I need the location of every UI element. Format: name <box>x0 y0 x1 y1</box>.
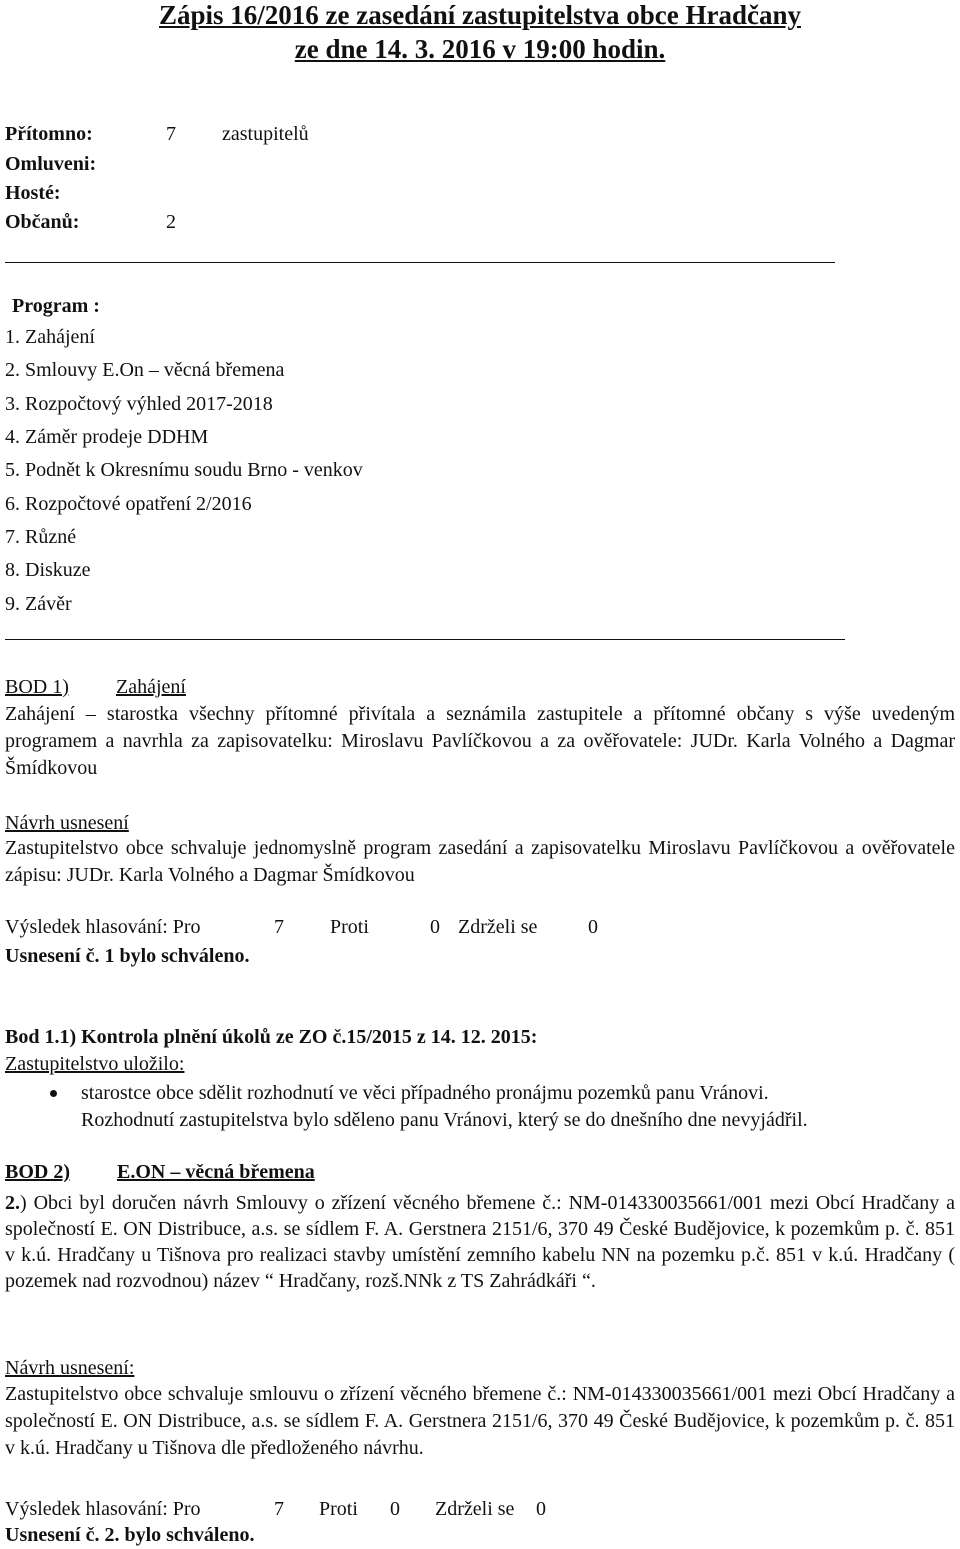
program-item: 5. Podnět k Okresnímu soudu Brno - venkov <box>5 459 363 481</box>
program-item: 6. Rozpočtové opatření 2/2016 <box>5 493 252 515</box>
present-unit: zastupitelů <box>222 123 309 145</box>
bod1-proposal-text: Zastupitelstvo obce schvaluje jednomyslně program zasedání a zapisovatelku Miroslavu Pavlíčkovou a ověřovatele zápisu: JUDr. Karla Volného a Dagmar Šmídkovou <box>5 837 955 886</box>
program-item: 3. Rozpočtový výhled 2017-2018 <box>5 393 273 415</box>
bod2-heading-number: BOD 2) <box>5 1161 70 1183</box>
program-heading: Program : <box>12 295 100 317</box>
bod2-vote-abstain: 0 <box>536 1498 546 1520</box>
bod11-heading: Bod 1.1) Kontrola plnění úkolů ze ZO č.15/2015 z 14. 12. 2015: <box>5 1026 538 1048</box>
bod2-proposal-text: Zastupitelstvo obce schvaluje smlouvu o zřízení věcného břemene č.: NM-014330035661/001 mezi Obcí Hradčany a společností E. ON Distribuce, a.s. se sídlem F. A. Gerstnera 2151/6, 370 49 České Budějovice, k pozemkům p. č. 851 v k.ú. Hradčany u Tišnova dle předloženého návrhu. <box>5 1383 955 1459</box>
bod11-bullet-line1: starostce obce sdělit rozhodnutí ve věci případného pronájmu pozemků panu Vránovi. <box>81 1082 769 1104</box>
bod2-text <box>5 1190 955 1294</box>
bod1-vote-abstain: 0 <box>588 916 598 938</box>
bod2-vote-against: 0 <box>390 1498 400 1520</box>
bullet-icon <box>50 1090 57 1097</box>
present-label: Přítomno: <box>5 123 93 145</box>
excused-label: Omluveni: <box>5 153 97 175</box>
program-item: 4. Záměr prodeje DDHM <box>5 426 209 448</box>
bod11-sub: Zastupitelstvo uložilo: <box>5 1053 185 1075</box>
bod1-vote-abstain-label: Zdrželi se <box>458 916 538 938</box>
bod1-text: Zahájení – starostka všechny přítomné přivítala a seznámila zastupitele a přítomné občany s výše uvedeným programem a navrhla za zapisovatelku: Miroslavu Pavlíčkovou a za ověřovatele: JUDr. Karla Volného a Dagmar Šmídkovou <box>5 703 955 779</box>
bod2-proposal-label: Návrh usnesení: <box>5 1357 135 1379</box>
bod2-heading-title: E.ON – věcná břemena <box>117 1161 315 1183</box>
document-title-line1: Zápis 16/2016 ze zasedání zastupitelstva obce Hradčany <box>159 0 801 30</box>
present-value: 7 <box>166 123 176 145</box>
bod1-heading-title: Zahájení <box>116 676 186 698</box>
bod2-vote-against-label: Proti <box>319 1498 358 1520</box>
bod2-vote-label: Výsledek hlasování: Pro <box>5 1498 201 1520</box>
bod1-vote-against: 0 <box>430 916 440 938</box>
separator-line <box>5 639 845 640</box>
bod1-vote-for: 7 <box>274 916 284 938</box>
bod11-bullet-line2: Rozhodnutí zastupitelstva bylo sděleno panu Vránovi, který se do dnešního dne nevyjádřil. <box>81 1109 808 1131</box>
bod1-vote-against-label: Proti <box>330 916 369 938</box>
program-item: 1. Zahájení <box>5 326 95 348</box>
citizens-label: Občanů: <box>5 211 80 233</box>
document-title-line2: ze dne 14. 3. 2016 v 19:00 hodin. <box>294 34 666 64</box>
bod2-result: Usnesení č. 2. bylo schváleno. <box>5 1524 255 1546</box>
bod2-vote-abstain-label: Zdrželi se <box>435 1498 515 1520</box>
bod2-number: 2. <box>5 1192 20 1214</box>
guests-label: Hosté: <box>5 182 61 204</box>
separator-line <box>5 262 835 263</box>
program-item: 9. Závěr <box>5 593 72 615</box>
bod2-text-body: ) Obci byl doručen návrh Smlouvy o zřízení věcného břemene č.: NM-014330035661/001 mezi Obcí Hradčany a společností E. ON Distribuce, a.s. se sídlem F. A. Gerstnera 2151/6, 370 49 České Budějovice, k pozemkům p. č. 851 v k.ú. Hradčany u Tišnova pro realizaci stavby umístění zemního kabelu NN na pozemku p.č. 851 v k.ú. Hradčany ( pozemek nad rozvodnou) název “ Hradčany, rozš.NNk z TS Zahrádkáři “. <box>5 1192 955 1292</box>
bod1-vote-label: Výsledek hlasování: Pro <box>5 916 201 938</box>
program-item: 7. Různé <box>5 526 77 548</box>
program-item: 2. Smlouvy E.On – věcná břemena <box>5 359 285 381</box>
bod2-vote-for: 7 <box>274 1498 284 1520</box>
bod1-result: Usnesení č. 1 bylo schváleno. <box>5 945 250 967</box>
bod1-heading-number: BOD 1) <box>5 676 69 698</box>
citizens-value: 2 <box>166 211 176 233</box>
program-item: 8. Diskuze <box>5 559 91 581</box>
bod1-proposal-label: Návrh usnesení <box>5 812 129 834</box>
